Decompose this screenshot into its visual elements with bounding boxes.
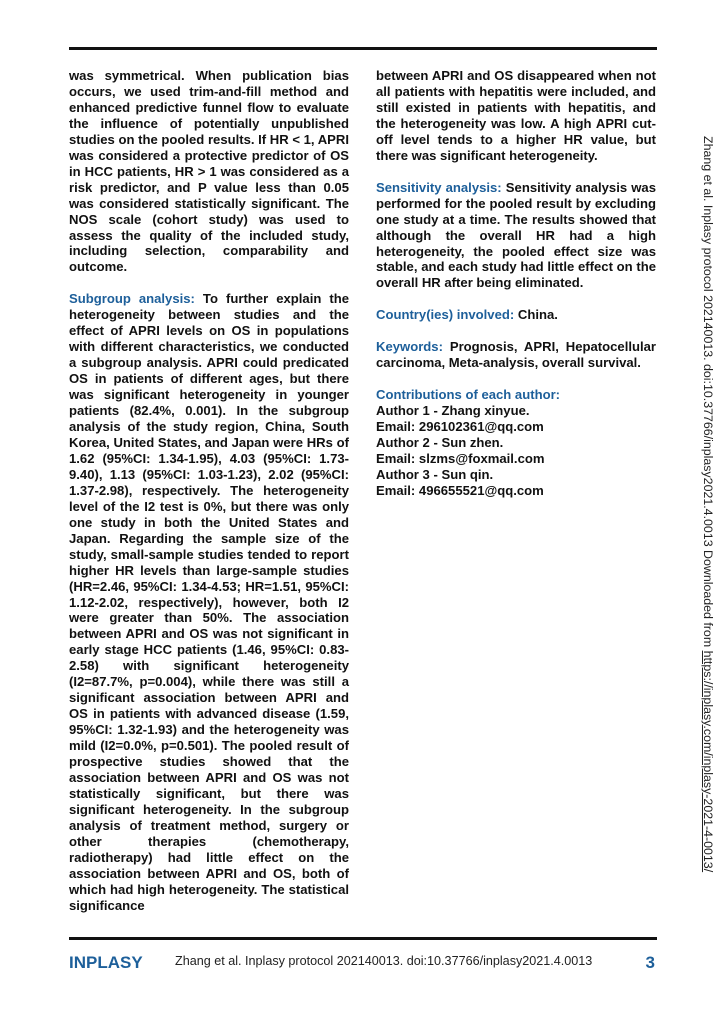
countries-paragraph bbox=[376, 307, 656, 323]
left-column bbox=[69, 68, 349, 914]
sensitivity-analysis-paragraph bbox=[376, 180, 656, 292]
page-footer bbox=[69, 953, 657, 977]
author-email[interactable]: Email: 496655521@qq.com bbox=[376, 482, 544, 498]
keywords-paragraph bbox=[376, 339, 656, 371]
sensitivity-analysis-body: Sensitivity analysis was performed for the pooled result by excluding one study at a time. The results showed that although the overall HR had a high heterogeneity, the pooled effect size was stable, and each study had little effect on the overall HR after being eliminated. bbox=[376, 179, 656, 291]
methods-continuation-paragraph: was symmetrical. When publication bias occurs, we used trim-and-fill method and enhanced predictive funnel flow to evaluate the influence of potentially unpublished studies on the pooled results. If HR < 1, APRI was considered a protective predictor of OS in HCC patients, HR > 1 was considered as a risk predictor, and P value less than 0.05 was considered statistically significant. The NOS scale (cohort study) was used to assess the quality of the included study, including selection, comparability and outcome. bbox=[69, 68, 349, 275]
bottom-rule bbox=[69, 937, 657, 940]
contributions-section bbox=[376, 387, 656, 499]
subgroup-analysis-body: To further explain the heterogeneity between studies and the effect of APRI levels on OS in populations with different characteristics, we conducted a subgroup analysis. APRI could predicated OS in patients of different ages, but there was significant heterogeneity in younger patients (82.4%, 0.001). In the subgroup analysis of the study region, China, South Korea, United States, and Japan were HRs of 1.62 (95%CI: 1.34-1.95), 4.03 (95%CI: 1.73-9.40), 1.13 (95%CI: 1.03-1.23), 2.02 (95%CI: 1.37-2.98), respectively. The heterogeneity level of the I2 test is 0%, but there was only one study in both the United States and Japan. Regarding the sample size of the study, small-sample studies tended to report higher HR levels than large-sample studies (HR=2.46, 95%CI: 1.34-4.53; HR=1.51, 95%CI: 1.12-2.02, respectively), however, both I2 were greater than 50%. The association between APRI and OS was not significant in early stage HCC patients (1.46, 95%CI: 0.83-2.58) with significant heterogeneity (I2=87.7%, p=0.004), while there was still a significant association between APRI and OS in patients with advanced disease (1.59, 95%CI: 1.32-1.93) and the heterogeneity was mild (I2=0.0%, p=0.501). The pooled result of prospective studies showed that the association between APRI and OS was not statistically significant, but there was significant heterogeneity. In the subgroup analysis of treatment method, surgery or other therapies (chemotherapy, radiotherapy) had little effect on the association between APRI and OS, both of which had high heterogeneity. The statistical significance bbox=[69, 291, 349, 913]
keywords-heading: Keywords: bbox=[376, 339, 443, 355]
footer-citation: Zhang et al. Inplasy protocol 202140013. doi:10.37766/inplasy2021.4.0013 bbox=[175, 954, 593, 968]
brand-logo: INPLASY bbox=[69, 953, 143, 972]
author-email[interactable]: Email: slzms@foxmail.com bbox=[376, 451, 545, 467]
contributions-heading: Contributions of each author: bbox=[376, 387, 561, 403]
subgroup-analysis-paragraph bbox=[69, 291, 349, 913]
author-line: Author 1 - Zhang xinyue. bbox=[376, 403, 530, 419]
top-rule bbox=[69, 47, 657, 50]
side-download-link[interactable]: https://inplasy.com/inplasy-2021-4-0013/ bbox=[701, 650, 715, 873]
side-download-note bbox=[697, 136, 717, 896]
page-number: 3 bbox=[645, 953, 655, 972]
author-email[interactable]: Email: 296102361@qq.com bbox=[376, 419, 544, 435]
subgroup-analysis-heading: Subgroup analysis: bbox=[69, 291, 195, 307]
author-line: Author 2 - Sun zhen. bbox=[376, 435, 504, 451]
side-citation-text: Zhang et al. Inplasy protocol 202140013. doi:10.37766/inplasy2021.4.0013 Downloaded from bbox=[701, 136, 715, 651]
subgroup-continuation-paragraph: between APRI and OS disappeared when not all patients with hepatitis were included, and still existed in patients with hepatitis, and the heterogeneity was low. A high APRI cut-off level tends to a higher HR value, but there was significant heterogeneity. bbox=[376, 68, 656, 163]
countries-heading: Country(ies) involved: bbox=[376, 307, 515, 323]
countries-body: China. bbox=[514, 307, 558, 323]
right-column bbox=[376, 68, 656, 499]
sensitivity-analysis-heading: Sensitivity analysis: bbox=[376, 179, 502, 195]
keywords-body: Prognosis, APRI, Hepatocellular carcinoma, Meta-analysis, overall survival. bbox=[376, 339, 656, 371]
author-line: Author 3 - Sun qin. bbox=[376, 467, 494, 483]
